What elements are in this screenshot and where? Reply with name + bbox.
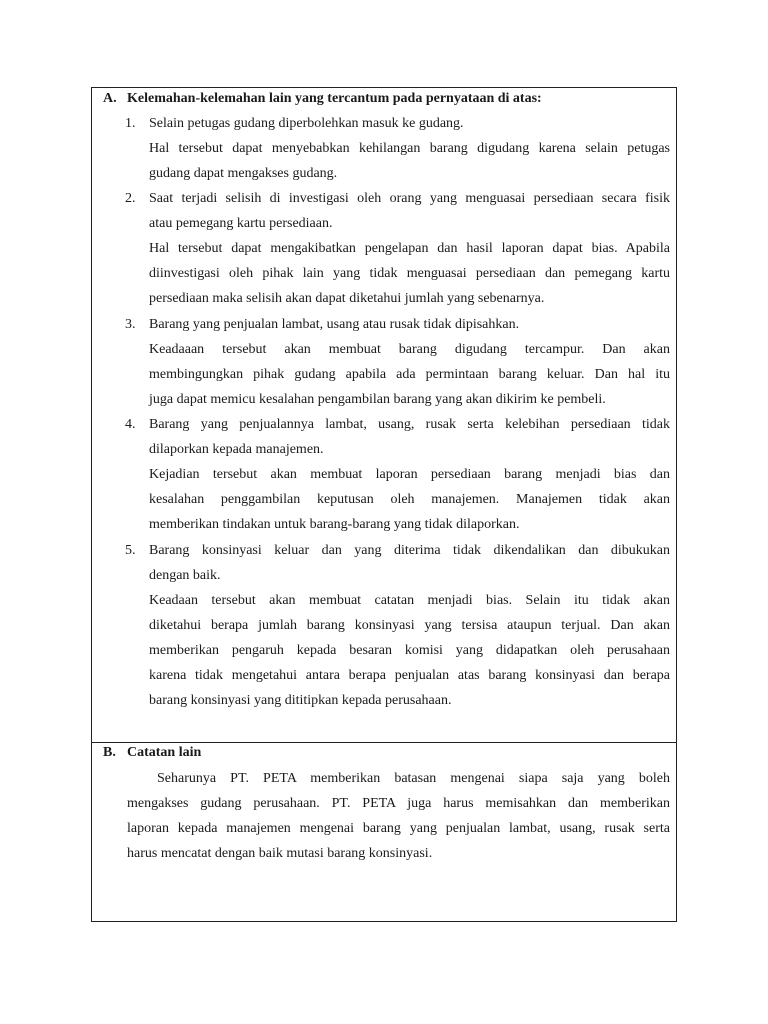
item-2-number: 2.	[125, 191, 136, 206]
item-2-line-2: atau pemegang kartu persediaan.	[149, 216, 333, 231]
section-a-letter: A.	[103, 91, 117, 106]
item-5-line-7: barang konsinyasi yang dititipkan kepada perusahaan.	[149, 693, 452, 708]
item-1-line-2: Hal tersebut dapat menyebabkan kehilangan barang digudang karena selain petugas	[149, 141, 670, 156]
item-3-line-3: membingungkan pihak gudang apabila ada permintaan barang keluar. Dan hal itu	[149, 367, 670, 382]
section-b-line-1: Seharunya PT. PETA memberikan batasan mengenai siapa saja yang boleh	[157, 771, 670, 786]
section-a-title: Kelemahan-kelemahan lain yang tercantum pada pernyataan di atas:	[127, 91, 542, 106]
section-b-letter: B.	[103, 745, 116, 760]
item-2-line-1: Saat terjadi selisih di investigasi oleh orang yang menguasai persediaan secara fisik	[149, 191, 670, 206]
document-box	[91, 87, 677, 922]
item-3-line-2: Keadaaan tersebut akan membuat barang digudang tercampur. Dan akan	[149, 342, 670, 357]
section-b	[92, 742, 676, 921]
item-2-line-5: persediaan maka selisih akan dapat diketahui jumlah yang sebenarnya.	[149, 291, 545, 306]
item-5-number: 5.	[125, 543, 136, 558]
section-a-heading	[103, 90, 542, 108]
item-1-line-1: Selain petugas gudang diperbolehkan masuk ke gudang.	[149, 116, 464, 131]
section-b-heading	[103, 744, 201, 762]
item-5-line-2: dengan baik.	[149, 568, 221, 583]
section-b-line-2: mengakses gudang perusahaan. PT. PETA juga harus memisahkan dan memberikan	[127, 796, 670, 811]
item-5-line-3: Keadaan tersebut akan membuat catatan menjadi bias. Selain itu tidak akan	[149, 593, 670, 608]
item-3-line-1: Barang yang penjualan lambat, usang atau rusak tidak dipisahkan.	[149, 317, 520, 332]
item-5-line-1: Barang konsinyasi keluar dan yang diterima tidak dikendalikan dan dibukukan	[149, 543, 670, 558]
item-3-line-4: juga dapat memicu kesalahan pengambilan barang yang akan dikirim ke pembeli.	[149, 392, 606, 407]
item-2-line-4: diinvestigasi oleh pihak lain yang tidak menguasai persediaan dan pemegang kartu	[149, 266, 670, 281]
item-1-line-3: gudang dapat mengakses gudang.	[149, 166, 338, 181]
item-4-line-3: Kejadian tersebut akan membuat laporan persediaan barang menjadi bias dan	[149, 467, 670, 482]
item-1-number: 1.	[125, 116, 136, 131]
section-a	[92, 88, 676, 742]
item-2-line-3: Hal tersebut dapat mengakibatkan pengelapan dan hasil laporan dapat bias. Apabila	[149, 241, 670, 256]
item-5-line-5: memberikan pengaruh kepada besaran komisi yang didapatkan oleh perusahaan	[149, 643, 670, 658]
item-4-line-2: dilaporkan kepada manajemen.	[149, 442, 324, 457]
item-4-line-1: Barang yang penjualannya lambat, usang, rusak serta kelebihan persediaan tidak	[149, 417, 670, 432]
section-b-line-3: laporan kepada manajemen mengenai barang yang penjualan lambat, usang, rusak serta	[127, 821, 670, 836]
item-4-line-5: memberikan tindakan untuk barang-barang yang tidak dilaporkan.	[149, 517, 520, 532]
item-3-number: 3.	[125, 317, 136, 332]
section-b-line-4: harus mencatat dengan baik mutasi barang konsinyasi.	[127, 846, 433, 861]
section-b-title: Catatan lain	[127, 745, 202, 760]
item-4-line-4: kesalahan penggambilan keputusan oleh manajemen. Manajemen tidak akan	[149, 492, 670, 507]
item-5-line-6: karena tidak mengetahui antara berapa penjualan atas barang konsinyasi dan berapa	[149, 668, 670, 683]
item-4-number: 4.	[125, 417, 136, 432]
item-5-line-4: diketahui berapa jumlah barang konsinyasi yang tersisa ataupun terjual. Dan akan	[149, 618, 670, 633]
